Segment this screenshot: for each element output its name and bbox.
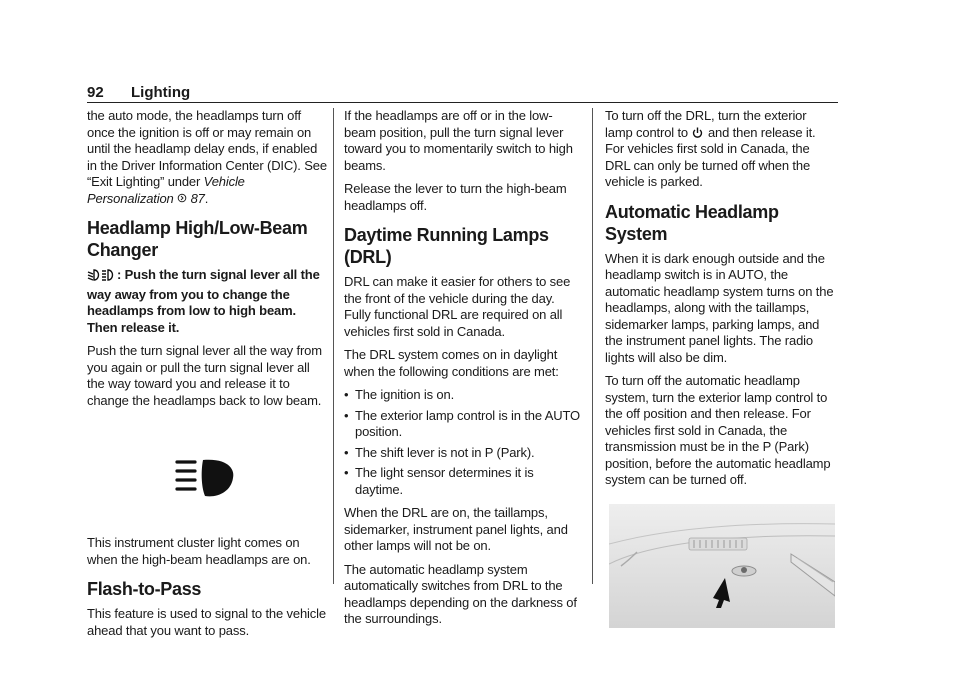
list-item: • The exterior lamp control is in the AUTO position. (344, 408, 584, 441)
paragraph: When it is dark enough outside and the headlamp switch is in AUTO, the automatic headlamp system turns on the headlamps, along with the taillamps, sidemarker lamps, parking lamps, and the instrument panel lights. The radio lights will also be dim. (605, 250, 834, 365)
heading-headlamp-changer: Headlamp High/Low-Beam Changer (87, 218, 308, 260)
paragraph: The automatic headlamp system automatically switches from DRL to the headlamps depending on the darkness of the surroundings. (344, 561, 577, 626)
power-off-icon (692, 127, 703, 139)
light-sensor-photo (609, 504, 835, 628)
page-ref-icon (177, 193, 187, 203)
column-left (87, 108, 327, 646)
paragraph: To turn off the automatic headlamp system, turn the exterior lamp control to the off position and then release. For vehicles first sold in Canada, the transmission must be in the P (Park) position, before the automatic headlamp system can be turned off. (605, 373, 831, 487)
paragraph: To turn off the DRL, turn the exterior lamp control to and then release it. For vehicles first sold in Canada, the DRL can only be turned off when the vehicle is parked. (605, 108, 816, 189)
heading-automatic-headlamp: Automatic Headlamp System (605, 201, 779, 244)
paragraph: Release the lever to turn the high-beam headlamps off. (344, 181, 567, 213)
list-item: • The shift lever is not in P (Park). (344, 445, 584, 462)
column-right (605, 108, 837, 633)
beam-symbols (87, 268, 115, 287)
high-beam-indicator-icon (173, 456, 241, 500)
light-sensor (741, 567, 747, 573)
page-header (87, 84, 838, 104)
paragraph: DRL can make it easier for others to see the front of the vehicle during the day. Fully functional DRL are required on all vehicles first sold in Canada. (344, 274, 571, 339)
column-divider (333, 108, 334, 584)
paragraph: When the DRL are on, the taillamps, sidemarker, instrument panel lights, and other lamps will not be on. (344, 505, 568, 553)
section-title: Lighting (131, 84, 191, 101)
paragraph: If the headlamps are off or in the low-beam position, pull the turn signal lever toward you to momentarily switch to high beams. (344, 108, 573, 173)
list-item: • The light sensor determines it is daytime. (344, 465, 584, 498)
heading-flash-to-pass: Flash-to-Pass (87, 579, 202, 599)
defrost-vent-slots (689, 538, 747, 550)
page-number: 92 (87, 84, 104, 101)
paragraph: the auto mode, the headlamps turn off once the ignition is off or may remain on until the headlamp delay ends, if enabled in the Driver Information Center (DIC). See “Exit Lighting” under Vehicle Personalization 87. (87, 108, 327, 206)
column-divider (592, 108, 593, 584)
page-reference[interactable]: 87 (190, 190, 205, 206)
paragraph: Push the turn signal lever all the way from you again or pull the turn signal lever all the way toward you and release it to change the headlamps back to low beam. (87, 343, 322, 408)
cross-reference[interactable]: Vehicle Personalization (87, 174, 245, 206)
paragraph: The DRL system comes on in daylight when the following conditions are met: (344, 347, 559, 379)
header-rule (87, 102, 838, 103)
paragraph: This instrument cluster light comes on when the high-beam headlamps are on. (87, 535, 311, 567)
paragraph: This feature is used to signal to the vehicle ahead that you want to pass. (87, 606, 326, 638)
low-beam-high-beam-icon (87, 268, 115, 282)
drl-conditions-list (344, 387, 584, 498)
column-middle (344, 108, 584, 635)
heading-drl: Daytime Running Lamps (DRL) (344, 225, 549, 267)
paragraph: : Push the turn signal lever all the way away from you to change the headlamps from low to high beam. Then release it. (87, 267, 320, 335)
list-item: • The ignition is on. (344, 387, 584, 404)
